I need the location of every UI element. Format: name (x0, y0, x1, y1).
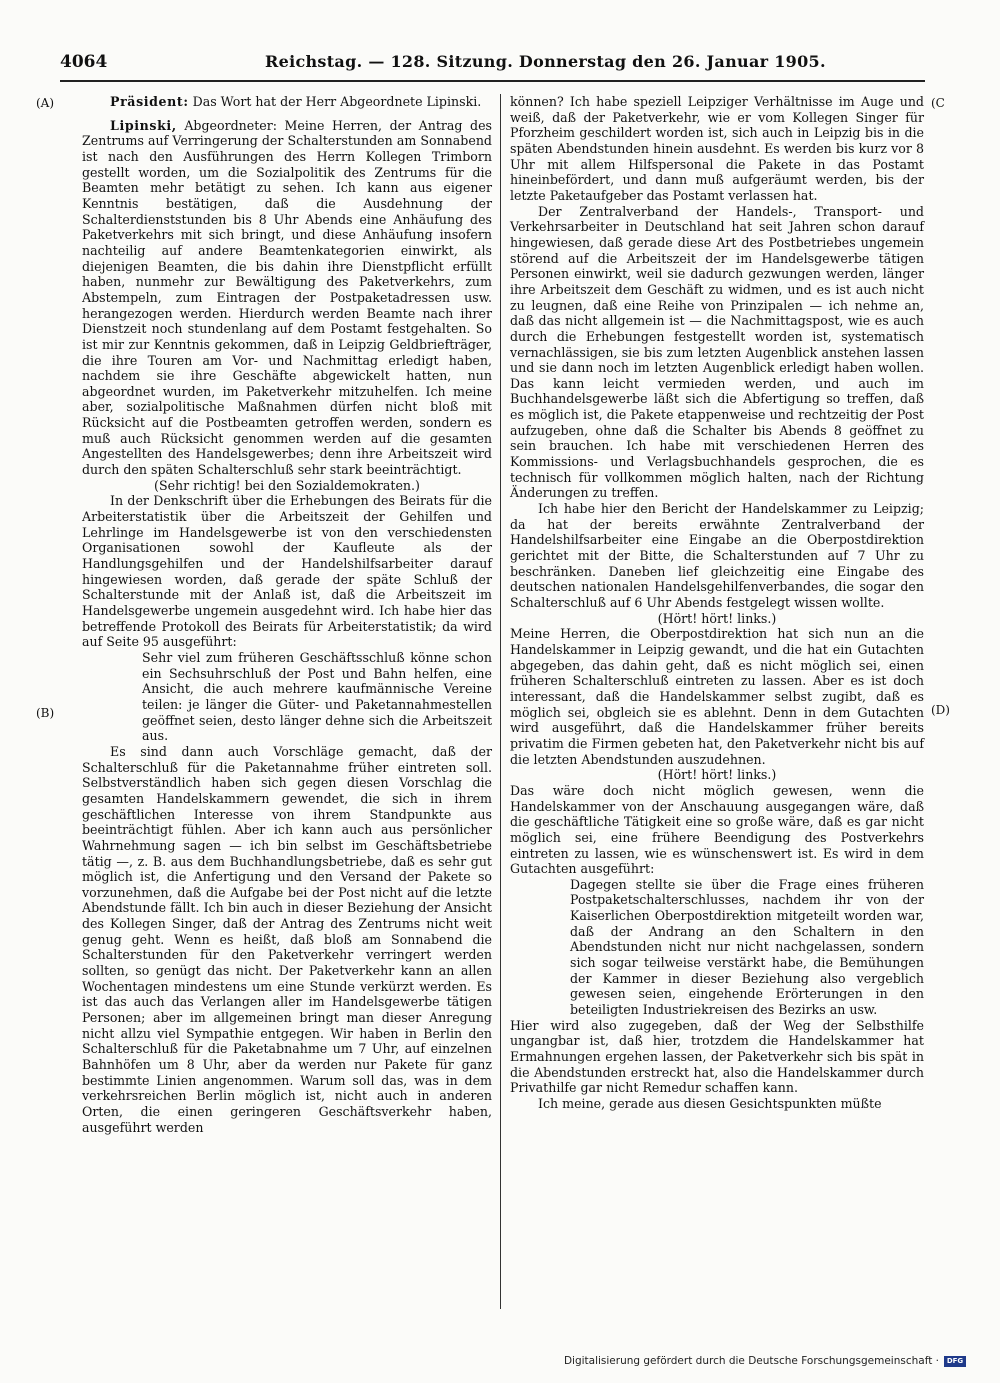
speaker-name: Lipinski, (110, 117, 177, 133)
speaker-name: Präsident: (110, 94, 189, 109)
page-number: 4064 (60, 52, 108, 72)
paragraph: Der Zentralverband der Handels-, Transport- und Verkehrsarbeiter in Deutschland hat seit Jahren schon darauf hingewiesen, daß gerade diese Art des Postbetriebes ungemein störend auf die Arbeitszeit der im Handelsgewerbe tätigen Personen einwirkt, weil sie dadurch gezwungen werden, länger ihre Arbeitszeit dem Geschäft zu widmen, und es ist auch nicht zu leugnen, daß eine Reihe von Prinzipalen — ich nehme an, daß das nicht allgemein ist — die Nachmittagspost, wie es auch durch die Erhebungen festgestellt worden ist, systematisch vernachlässigen, sie bis zum letzten Augenblick anstehen lassen und sie dann noch im letzten Augenblick erledigt haben wollen. Das kann leicht vermieden werden, und auch im Buchhandelsgewerbe läßt sich die Abfertigung so treffen, daß es möglich ist, die Pakete etappenweise und rechtzeitig der Post aufzugeben, ohne daß die Schalter bis Abends 8 geöffnet zu sein brauchen. Ich habe mit verschiedenen Herren des Kommissions- und Verlagsbuchhandels gesprochen, die es technisch für vollkommen möglich halten, nach der Richtung Änderungen zu treffen. (510, 203, 924, 501)
paragraph: Meine Herren, die Oberpostdirektion hat sich nun an die Handelskammer in Leipzig gewandt, und die hat ein Gutachten abgegeben, das dahin geht, daß es nicht möglich sei, einen früheren Schalterschluß eintreten zu lassen. Aber es ist doch interessant, daß die Handelskammer selbst zugibt, daß es möglich sei, obgleich sie es ablehnt. Denn in dem Gutachten wird ausgeführt, daß die Handelskammer früher bereits privatim die Firmen gebeten hat, den Paketverkehr nicht bis auf die letzten Abendstunden auszudehnen. (510, 626, 924, 767)
paragraph: Es sind dann auch Vorschläge gemacht, daß der Schalterschluß für die Paketannahme früher eintreten soll. Selbstverständlich haben sich gegen diesen Vorschlag die gesamten Handelskammern gewendet, die sich in ihrem geschäftlichen Interesse von ihrem Standpunkte aus beeinträchtigt fühlen. Aber ich kann auch aus persönlicher Wahrnehmung sagen — ich bin selbst im Geschäftsbetriebe tätig —, z. B. aus dem Buchhandlungsbetriebe, daß es sehr gut möglich ist, die Anfertigung und den Versand der Pakete so vorzunehmen, daß die Aufgabe bei der Post nicht auf die letzte Abendstunde fällt. Ich bin auch in dieser Beziehung der Ansicht des Kollegen Singer, daß der Antrag des Zentrums nicht weit genug geht. Wenn es heißt, daß bloß am Sonnabend die Schalterstunden für den Paketverkehr verringert werden sollten, so genügt das nicht. Der Paketverkehr kann an allen Wochentagen mindestens um eine Stunde verkürzt werden. Es ist das auch das Verlangen aller im Handelsgewerbe tätigen Personen; aber im allgemeinen bringt man dieser Anregung nicht allzu viel Sympathie entgegen. Wir haben in Berlin den Schalterschluß für die Paketabnahme um 7 Uhr, auf einzelnen Bahnhöfen um 8 Uhr, aber da werden nur Pakete für ganz bestimmte Linien angenommen. Warum soll das, was in dem verkehrsreichen Berlin möglich ist, nicht auch in anderen Orten, die einen geringeren Geschäftsverkehr haben, ausgeführt werden (82, 743, 492, 1135)
paragraph-text: Abgeordneter: Meine Herren, der Antrag des Zentrums auf Verringerung der Schalterstunden am Sonnabend ist nach den Ausführungen des Herrn Kollegen Trimborn gestellt worden, um die Sozialpolitik des Zentrums für die Beamten mehr betätigt zu sehen. Ich kann aus eigener Kenntnis bestätigen, daß die Ausdehnung der Schalterdienststunden bis 8 Uhr Abends eine Anhäufung des Paketverkehrs mit sich bringt, und diese Anhäufung insofern nachteilig auf andere Beamtenkategorien einwirkt, als diejenigen Beamten, die bis dahin ihre Dienstpflicht erfüllt haben, nunmehr zur Bewältigung des Paketverkehrs, zum Abstempeln, zum Eintragen der Postpaketadressen usw. herangezogen werden. Hierdurch werden Beamte nach ihrer Dienstzeit noch stundenlang auf dem Postamt festgehalten. So ist mir zur Kenntnis gekommen, daß in Leipzig Geldbriefträger, die ihre Touren am Vor- und Nachmittag erledigt haben, nachdem sie ihre Geschäfte abgewickelt hatten, nun abgeordnet wurden, im Paketverkehr mitzuhelfen. Ich meine aber, sozialpolitische Maßnahmen dürfen nicht bloß mit Rücksicht auf die Postbeamten getroffen werden, sondern es muß auch Rücksicht genommen werden auf die gesamten Angestellten des Handelsgewerbes; denn ihre Arbeitszeit wird durch den späten Schalterschluß sehr stark beeinträchtigt. (82, 117, 492, 478)
margin-mark-c: (C (931, 96, 945, 110)
paragraph: Ich habe hier den Bericht der Handelskammer zu Leipzig; da hat der bereits erwähnte Zentralverband der Handelshilfsarbeiter eine Eingabe an die Oberpostdirektion gerichtet mit der Bitte, die Schalterstunden auf 7 Uhr zu beschränken. Daneben lief gleichzeitig eine Eingabe des deutschen nationalen Handelsgehilfenverbandes, die sogar den Schalterschluß auf 6 Uhr Abends festgelegt wissen wollte. (510, 501, 924, 610)
header-rule (60, 80, 925, 82)
paragraph: Das wäre doch nicht möglich gewesen, wenn die Handelskammer von der Anschauung ausgegangen wäre, daß die geschäftliche Tätigkeit eine so große wäre, daß es gar nicht möglich sei, eine frühere Beendigung des Postverkehrs eintreten zu lassen, wie es wünschenswert ist. Es wird in dem Gutachten ausgeführt: (510, 782, 924, 877)
left-column (82, 94, 492, 1135)
margin-mark-b: (B) (36, 706, 55, 720)
paragraph: In der Denkschrift über die Erhebungen des Beirats für die Arbeiterstatistik über die Arbeitszeit der Gehilfen und Lehrlinge im Handelsgewerbe ist von den verschiedensten Organisationen sowohl der Kaufleute als der Handlungsgehilfen und der Handelshilfsarbeiter darauf hingewiesen worden, daß gerade der späte Schluß der Schalterstunde mit der Anlaß ist, daß die Arbeitszeit im Handelsgewerbe ungemein ausgedehnt wird. Ich habe hier das betreffende Protokoll des Beirats für Arbeiterstatistik; da wird auf Seite 95 ausgeführt: (82, 493, 492, 650)
interjection: (Hört! hört! links.) (657, 767, 777, 783)
interjection: (Hört! hört! links.) (657, 610, 777, 626)
right-column (510, 94, 924, 1112)
block-quote: Sehr viel zum früheren Geschäftsschluß könne schon ein Sechsuhrschluß der Post und Bahn helfen, eine Ansicht, die auch mehrere kaufmännische Vereine teilen: je länger die Güter- und Paketannahmestellen geöffnet seien, desto länger dehne sich die Arbeitszeit aus. (142, 649, 492, 744)
paragraph-text: Das Wort hat der Herr Abgeordnete Lipinski. (188, 94, 482, 109)
running-header (60, 52, 925, 78)
footer (564, 1355, 966, 1367)
paragraph (82, 94, 492, 110)
paragraph (82, 118, 492, 478)
header-title: Reichstag. — 128. Sitzung. Donnerstag den 26. Januar 1905. (265, 52, 826, 71)
paragraph: Hier wird also zugegeben, daß der Weg der Selbsthilfe ungangbar ist, daß hier, trotzdem die Handelskammer hat Ermahnungen ergehen lassen, der Paketverkehr sich bis spät in die Abendstunden erstreckt hat, also die Handelskammer durch Privathilfe gar nicht Remedur schaffen kann. (510, 1017, 924, 1096)
paragraph: können? Ich habe speziell Leipziger Verhältnisse im Auge und weiß, daß der Paketverkehr, wie er vom Kollegen Singer für Pforzheim geschildert worden ist, sich auch in Leipzig bis in die späten Abendstunden hinein ausdehnt. Es werden bis kurz vor 8 Uhr mit allem Hilfspersonal die Pakete in das Postamt hineinbefördert, und dann muß aufgeräumt werden, bis der letzte Paketaufgeber das Postamt verlassen hat. (510, 94, 924, 203)
column-divider (500, 94, 501, 1309)
margin-mark-d: (D) (931, 703, 950, 717)
interjection: (Sehr richtig! bei den Sozialdemokraten.) (154, 477, 420, 493)
dfg-logo-icon: DFG (944, 1356, 966, 1367)
footer-text: Digitalisierung gefördert durch die Deutsche Forschungsgemeinschaft · (563, 1355, 939, 1367)
margin-mark-a: (A) (36, 96, 55, 110)
block-quote: Dagegen stellte sie über die Frage eines früheren Postpaketschalterschlusses, nachdem ihr von der Kaiserlichen Oberpostdirektion mitgeteilt worden war, daß der Andrang an den Schaltern in den Abendstunden nicht nur nicht nachgelassen, sondern sich sogar teilweise verstärkt habe, die Bemühungen der Kammer in dieser Beziehung also vergeblich gewesen seien, eingehende Erörterungen in den beteiligten Industriekreisen des Bezirks an usw. (570, 876, 924, 1018)
paragraph: Ich meine, gerade aus diesen Gesichtspunkten müßte (538, 1096, 882, 1111)
